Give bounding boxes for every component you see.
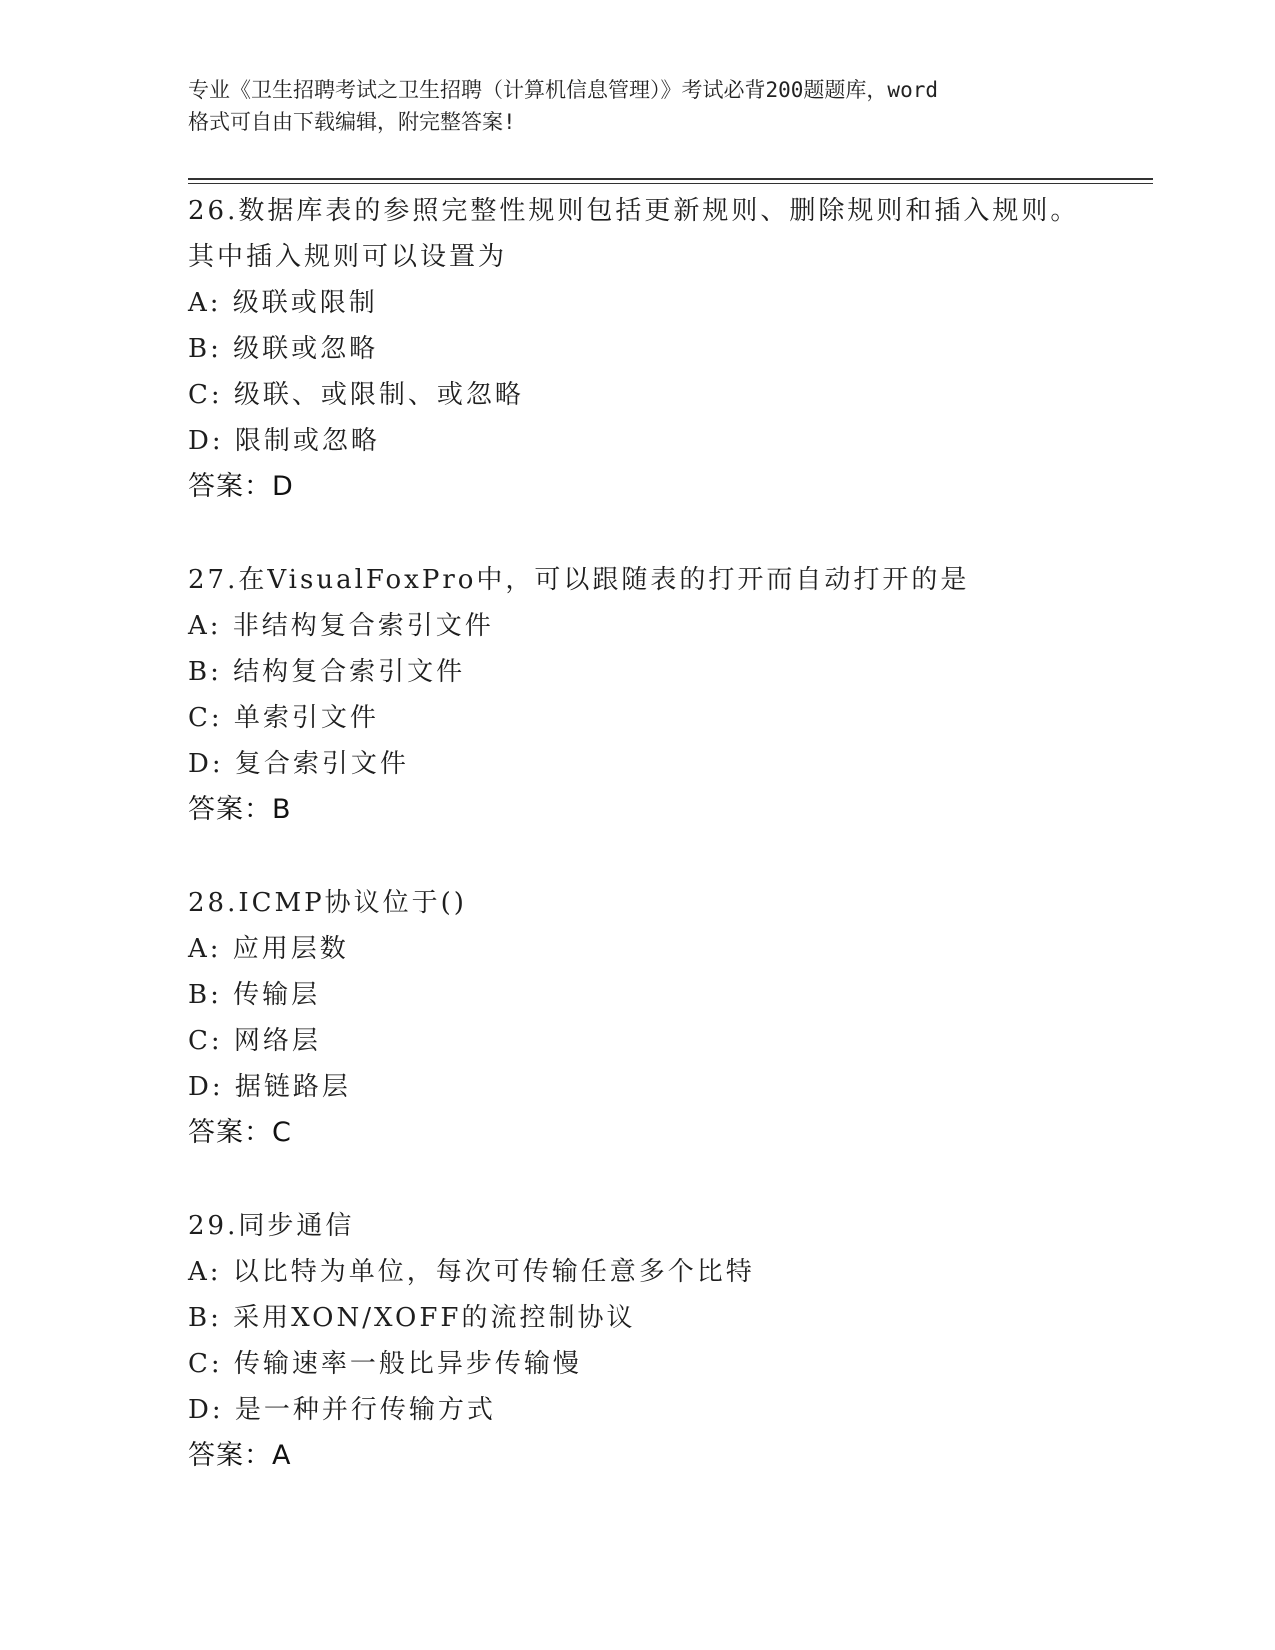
- answer: 答案：C: [188, 1117, 292, 1148]
- option-b: B: 结构复合索引文件: [188, 657, 466, 687]
- header-divider-thick: [188, 178, 1153, 180]
- option-a: A: 级联或限制: [188, 288, 378, 318]
- question-26: [188, 188, 1153, 510]
- option-b: B: 采用XON/XOFF的流控制协议: [188, 1303, 636, 1333]
- question-27: [188, 557, 1153, 833]
- header-line-2: 格式可自由下载编辑，附完整答案!: [188, 110, 516, 134]
- option-a: A: 应用层数: [188, 934, 349, 964]
- option-d: D: 是一种并行传输方式: [188, 1395, 496, 1425]
- option-a: A: 以比特为单位，每次可传输任意多个比特: [188, 1257, 755, 1287]
- option-d: D: 限制或忽略: [188, 426, 380, 456]
- question-28: [188, 880, 1153, 1156]
- question-text: 其中插入规则可以设置为: [188, 242, 508, 272]
- question-text: 28.ICMP协议位于(): [188, 888, 467, 918]
- question-29: [188, 1203, 1153, 1479]
- answer: 答案：A: [188, 1440, 292, 1471]
- question-text: 29.同步通信: [188, 1211, 355, 1241]
- answer: 答案：B: [188, 794, 292, 825]
- option-c: C: 网络层: [188, 1026, 321, 1056]
- question-text: 26.数据库表的参照完整性规则包括更新规则、删除规则和插入规则。: [188, 196, 1080, 226]
- header-line-1: 专业《卫生招聘考试之卫生招聘（计算机信息管理）》考试必背200题题库，word: [188, 78, 938, 102]
- question-list: [188, 188, 1153, 1526]
- document-header: [188, 74, 1148, 138]
- header-divider-thin: [188, 183, 1153, 184]
- option-c: C: 传输速率一般比异步传输慢: [188, 1349, 582, 1379]
- option-b: B: 级联或忽略: [188, 334, 379, 364]
- option-c: C: 级联、或限制、或忽略: [188, 380, 524, 410]
- option-a: A: 非结构复合索引文件: [188, 611, 494, 641]
- question-text: 27.在VisualFoxPro中，可以跟随表的打开而自动打开的是: [188, 565, 970, 595]
- option-d: D: 据链路层: [188, 1072, 351, 1102]
- option-b: B: 传输层: [188, 980, 321, 1010]
- option-d: D: 复合索引文件: [188, 749, 409, 779]
- answer: 答案：D: [188, 471, 294, 502]
- option-c: C: 单索引文件: [188, 703, 379, 733]
